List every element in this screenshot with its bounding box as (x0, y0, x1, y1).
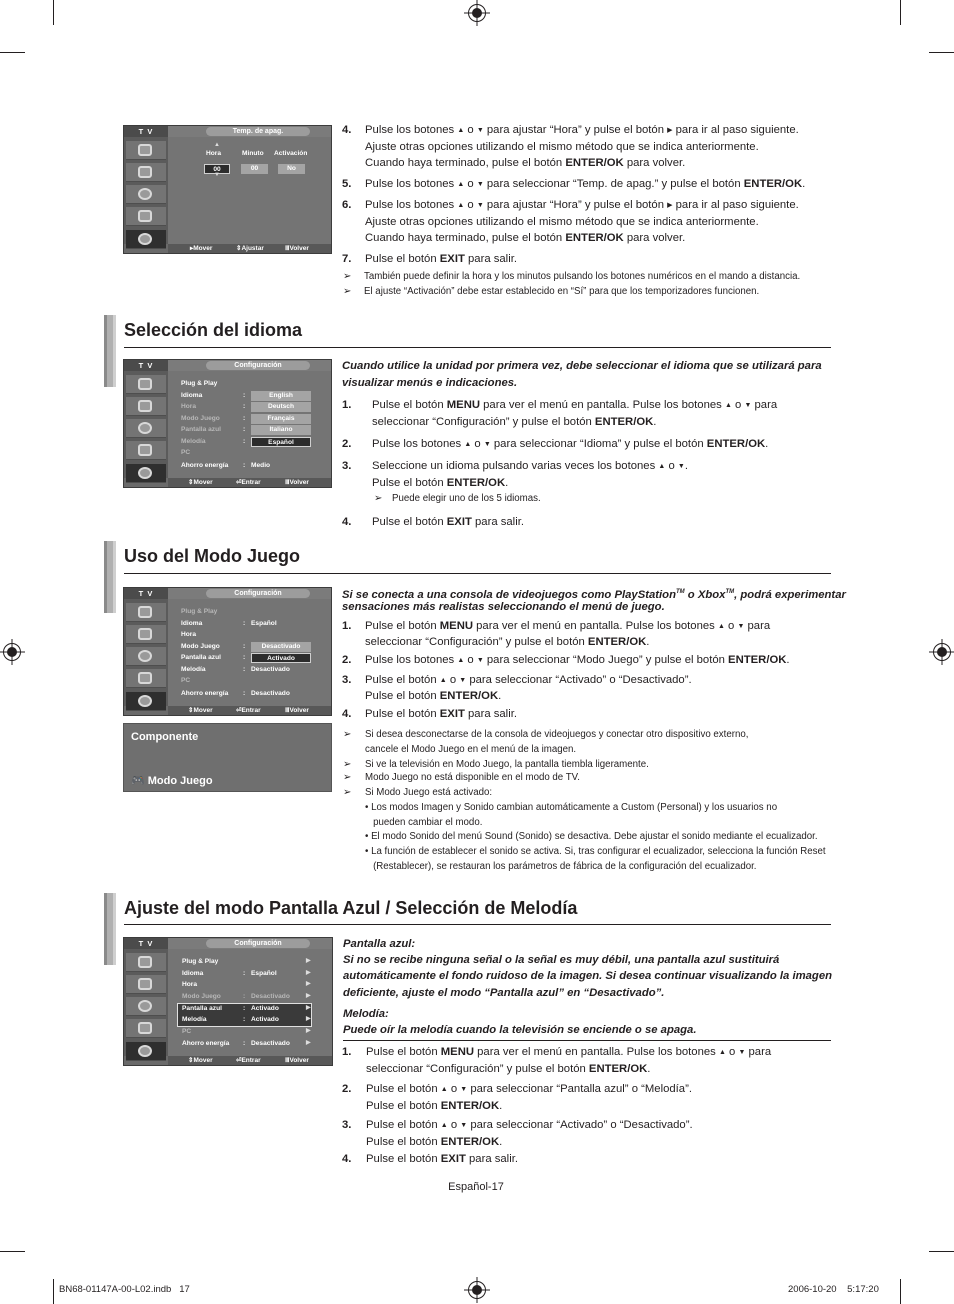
chevron-right-icon: ▶ (306, 958, 311, 964)
top-note-2: El ajuste “Activación” debe estar establecido en “Sí” para que los temporizadores funcionen. (364, 286, 760, 297)
s1-intro-2: visualizar menús e indicaciones. (342, 377, 518, 389)
step-text: Pulse el botón ENTER/OK. (366, 1135, 503, 1148)
component-panel (123, 723, 332, 792)
osd-colon: : (243, 415, 246, 422)
osd-footer-mover: ⇕Mover (188, 1057, 213, 1064)
s3-pantalla-text-1: Si no se recibe ninguna señal o la señal es muy débil, una pantalla azul sustituirá (343, 954, 780, 966)
down-arrow-icon: ▼ (459, 677, 467, 684)
note-arrow-icon: ➢ (343, 286, 352, 297)
footer-file: BN68-01147A-00-L02.indb 17 (59, 1284, 190, 1295)
page-number: Español-17 (448, 1181, 504, 1193)
step-text: Pulse el botón EXIT para salir. (365, 253, 517, 265)
step-number: 2. (342, 1083, 352, 1095)
step-text: Pulse el botón ▲ o ▼ para seleccionar “Activado” o “Desactivado”. (366, 1119, 693, 1131)
note-text: pueden cambiar el modo. (365, 817, 483, 828)
osd-footer-mover: ⇕Mover (188, 707, 213, 714)
step-number: 5. (342, 178, 352, 190)
step-number: 1. (342, 399, 352, 411)
osd-footer-mover: ▸Mover (190, 245, 213, 252)
section-title-idioma: Selección del idioma (124, 320, 303, 340)
step-text: Ajuste otras opciones utilizando el mismo método que se indica anteriormente. (365, 215, 759, 228)
setup-menu-icon (126, 1042, 166, 1061)
osd-idioma-value: Español (251, 620, 277, 627)
step-text: seleccionar “Configuración” y pulse el botón ENTER/OK. (365, 635, 650, 648)
osd-tv-label: T V (124, 938, 168, 949)
osd-colon: : (243, 993, 246, 1000)
note-text: cancele el Modo Juego en el menú de la imagen. (365, 744, 577, 755)
down-arrow-icon: ▼ (460, 1122, 468, 1129)
channel-menu-icon (126, 1019, 166, 1038)
up-arrow-icon: ▲ (717, 623, 725, 630)
note-text: (Restablecer), se restauran los parámetros de fábrica de la configuración del ecualizador. (365, 861, 757, 872)
osd-col-hora: Hora (206, 150, 222, 157)
chevron-right-icon: ▶ (306, 1005, 311, 1011)
osd-option: Desactivado (251, 642, 311, 652)
osd-hora-value: 00 (204, 164, 230, 174)
section-bar (104, 541, 116, 613)
step-text: Pulse el botón ▲ o ▼ para seleccionar “Activado” o “Desactivado”. (365, 674, 692, 686)
up-arrow-icon: ▲ (457, 202, 465, 209)
registration-mark-icon (3, 643, 21, 661)
step-text: Pulse los botones ▲ o ▼ para ajustar “Hora” y pulse el botón ▶ para ir al paso siguiente. (365, 124, 799, 136)
step-number: 3. (342, 1119, 352, 1131)
section-title-modo-juego: Uso del Modo Juego (124, 546, 301, 566)
osd-footer-entrar: ⏎Entrar (236, 1057, 261, 1064)
up-arrow-icon: ▲ (724, 402, 732, 409)
section-divider (124, 347, 831, 348)
step-number: 2. (342, 654, 352, 666)
crop-mark (53, 0, 54, 25)
osd-colon: : (243, 1016, 246, 1023)
step-text: Seleccione un idioma pulsando varias veces los botones ▲ o ▼. (372, 460, 688, 472)
osd-row: PC (181, 449, 191, 456)
osd-footer-entrar: ⏎Entrar (236, 707, 261, 714)
setup-menu-icon (126, 230, 166, 249)
osd-row: Modo Juego (182, 993, 221, 1000)
down-arrow-icon: ▼ (460, 1086, 468, 1093)
osd-colon: : (243, 438, 246, 445)
note-text: • El modo Sonido del menú Sound (Sonido) se desactiva. Debe ajustar el sonido mediante el ecualizador. (365, 831, 818, 842)
osd-lang-option: English (251, 391, 311, 401)
channel-menu-icon (126, 441, 166, 460)
osd-row: PC (181, 677, 191, 684)
osd-row: Pantalla azul (181, 426, 221, 433)
osd-row: Hora (181, 631, 197, 638)
note-arrow-icon: ➢ (343, 729, 352, 740)
down-arrow-icon: ▼ (744, 402, 752, 409)
up-arrow-icon: ▲ (457, 181, 465, 188)
osd-footer-volver: ⅢVolver (285, 707, 309, 714)
sleep-timer-osd (123, 125, 332, 254)
osd-colon: : (243, 426, 246, 433)
down-arrow-icon: ▼ (483, 441, 491, 448)
section-title-pantalla-azul: Ajuste del modo Pantalla Azul / Selección de Melodía (124, 898, 578, 918)
channel-menu-icon (126, 207, 166, 226)
tv-menu-icons (124, 599, 168, 706)
osd-footer-mover: ⇕Mover (188, 479, 213, 486)
step-number: 3. (342, 674, 352, 686)
down-arrow-icon: ▼ (737, 623, 745, 630)
osd-title: Configuración (206, 589, 310, 598)
osd-tv-label: T V (124, 588, 168, 599)
osd-colon: : (243, 392, 246, 399)
osd-lang-option: Deutsch (251, 402, 311, 412)
crop-mark (900, 0, 901, 25)
osd-row-selected: Modo Juego (181, 643, 220, 650)
osd-colon: : (243, 654, 246, 661)
osd-row: Hora (181, 403, 197, 410)
osd-footer-volver: ⅢVolver (285, 479, 309, 486)
step-text: Pulse el botón ▲ o ▼ para seleccionar “Pantalla azul” o “Melodía”. (366, 1083, 692, 1095)
right-arrow-icon: ▶ (667, 202, 673, 209)
down-arrow-icon: ▼ (476, 127, 484, 134)
osd-col-activacion: Activación (274, 150, 308, 157)
sound-menu-icon (126, 185, 166, 204)
step-text: Cuando haya terminado, pulse el botón ENTER/OK para volver. (365, 232, 686, 245)
s3-melodia-title: Melodía: (343, 1008, 389, 1020)
section-bar (104, 893, 116, 965)
tv-menu-icons (124, 949, 168, 1056)
crop-mark (900, 1279, 901, 1304)
osd-footer-entrar: ⏎Entrar (236, 479, 261, 486)
osd-pantalla-value: Activado (251, 1005, 279, 1012)
osd-melodia-value: Activado (251, 1016, 279, 1023)
osd-colon: : (243, 643, 246, 650)
up-arrow-icon: ▲ (439, 677, 447, 684)
section-bar (104, 315, 116, 387)
note-text: • La función de establecer el sonido se activa. Si, tras configurar el ecualizador, selecciona la función Reset (365, 846, 826, 857)
step-number: 4. (342, 1153, 352, 1165)
chevron-right-icon: ▶ (306, 1016, 311, 1022)
step-number: 4. (342, 124, 352, 136)
up-arrow-icon: ▲ (440, 1122, 448, 1129)
picture-menu-icon (126, 163, 166, 182)
chevron-right-icon: ▶ (306, 1040, 311, 1046)
note-arrow-icon: ➢ (343, 271, 352, 282)
down-arrow-icon: ▼ (476, 202, 484, 209)
s3-pantalla-text-2: automáticamente el fondo ruidoso de la imagen. Si desea continuar visualizando la imagen (343, 970, 833, 982)
section-divider (124, 924, 831, 925)
s3-pantalla-title: Pantalla azul: (343, 938, 416, 950)
osd-title: Temp. de apag. (206, 127, 310, 136)
step-number: 4. (342, 708, 352, 720)
osd-ahorro-value: Medio (251, 462, 271, 469)
osd-melodia-value: Desactivado (251, 666, 290, 673)
step-text: Pulse el botón EXIT para salir. (366, 1153, 518, 1165)
osd-colon: : (243, 620, 246, 627)
osd-row: Idioma (181, 620, 203, 627)
s2-intro-1: Si se conecta a una consola de videojuegos como PlayStation™ o Xbox™, podrá experimentar (342, 588, 846, 601)
step-number: 1. (342, 1046, 352, 1058)
down-arrow-icon: ▼ (738, 1049, 746, 1056)
crop-mark (929, 1251, 954, 1252)
up-arrow-icon: ▲ (658, 463, 666, 470)
crop-mark (0, 52, 25, 53)
osd-row: Hora (182, 981, 198, 988)
step-text: Pulse el botón MENU para ver el menú en pantalla. Pulse los botones ▲ o ▼ para (372, 399, 778, 411)
osd-minuto-value: 00 (241, 164, 268, 174)
step-number: 7. (342, 253, 352, 265)
osd-footer-volver: ⅢVolver (285, 245, 309, 252)
osd-row: Ahorro energía (182, 1040, 230, 1047)
step-number: 3. (342, 460, 352, 472)
note-arrow-icon: ➢ (343, 759, 352, 770)
picture-menu-icon (126, 625, 166, 644)
down-arrow-icon: ▼ (677, 463, 685, 470)
right-arrow-icon: ▶ (667, 127, 673, 134)
input-menu-icon (126, 603, 166, 622)
osd-row: Ahorro energía (181, 690, 229, 697)
s3-pantalla-text-3: deficiente, ajuste el modo “Pantalla azul” en “Desactivado”. (343, 987, 665, 999)
note-text: Modo Juego no está disponible en el modo de TV. (365, 772, 580, 783)
up-arrow-icon: ▲ (214, 142, 220, 148)
osd-title: Configuración (206, 939, 310, 948)
picture-menu-icon (126, 397, 166, 416)
osd-footer-volver: ⅢVolver (285, 1057, 309, 1064)
osd-colon: : (243, 1040, 246, 1047)
note-arrow-icon: ➢ (374, 493, 383, 504)
step-text: Pulse el botón EXIT para salir. (365, 708, 517, 720)
chevron-right-icon: ▶ (306, 981, 311, 987)
osd-ahorro-value: Desactivado (251, 1040, 290, 1047)
osd-lang-option: Italiano (251, 425, 311, 435)
chevron-right-icon: ▶ (306, 970, 311, 976)
sound-menu-icon (126, 997, 166, 1016)
footer-date: 2006-10-20 5:17:20 (788, 1284, 879, 1295)
osd-row: Plug & Play (182, 958, 219, 965)
registration-mark-icon (933, 643, 951, 661)
input-menu-icon (126, 141, 166, 160)
osd-tv-label: T V (124, 126, 168, 137)
osd-colon: : (243, 666, 246, 673)
down-arrow-icon: ▼ (476, 657, 484, 664)
up-arrow-icon: ▲ (464, 441, 472, 448)
up-arrow-icon: ▲ (457, 127, 465, 134)
registration-mark-icon (468, 4, 486, 22)
sound-menu-icon (126, 419, 166, 438)
osd-row: Modo Juego (181, 415, 220, 422)
step-text: Pulse los botones ▲ o ▼ para seleccionar “Temp. de apag.” y pulse el botón ENTER/OK. (365, 178, 806, 190)
picture-menu-icon (126, 975, 166, 994)
step-text: Ajuste otras opciones utilizando el mismo método que se indica anteriormente. (365, 140, 759, 153)
osd-title: Configuración (206, 361, 310, 370)
osd-colon: : (243, 690, 246, 697)
up-arrow-icon: ▲ (457, 657, 465, 664)
crop-mark (0, 1251, 25, 1252)
step-text: Pulse el botón MENU para ver el menú en pantalla. Pulse los botones ▲ o ▼ para (366, 1046, 772, 1058)
crop-mark (929, 52, 954, 53)
note-text: Si Modo Juego está activado: (365, 787, 493, 798)
osd-row: Plug & Play (181, 608, 218, 615)
sound-menu-icon (126, 647, 166, 666)
osd-row: Ahorro energía (181, 462, 229, 469)
note-text: • Los modos Imagen y Sonido cambian automáticamente a Custom (Personal) y los usuarios no (365, 802, 778, 813)
osd-lang-option: Français (251, 414, 311, 424)
step-text: seleccionar “Configuración” y pulse el botón ENTER/OK. (366, 1062, 651, 1075)
s1-intro-1: Cuando utilice la unidad por primera vez, debe seleccionar el idioma que se utilizará para (342, 360, 822, 372)
osd-footer-ajustar: ⇕Ajustar (236, 245, 264, 252)
crop-mark (53, 1279, 54, 1304)
osd-row-selected: Idioma (181, 392, 203, 399)
step-number: 2. (342, 438, 352, 450)
osd-row: Pantalla azul (181, 654, 221, 661)
section-divider (124, 573, 831, 574)
down-arrow-icon: ▼ (214, 172, 220, 178)
note-text: Si ve la televisión en Modo Juego, la pantalla tiembla ligeramente. (365, 759, 649, 770)
osd-row: Melodía (181, 438, 206, 445)
step-text: Pulse el botón ENTER/OK. (366, 1099, 503, 1112)
osd-lang-selected: Español (251, 437, 311, 447)
down-arrow-icon: ▼ (476, 181, 484, 188)
tv-menu-icons (124, 137, 168, 244)
step-text: seleccionar “Configuración” y pulse el botón ENTER/OK. (372, 416, 657, 428)
step-text: Pulse el botón ENTER/OK. (365, 689, 502, 702)
osd-row: Melodía (181, 666, 206, 673)
channel-menu-icon (126, 669, 166, 688)
s3-melodia-text: Puede oír la melodía cuando la televisión se enciende o se apaga. (343, 1024, 697, 1036)
step-number: 1. (342, 620, 352, 632)
input-menu-icon (126, 953, 166, 972)
osd-tv-label: T V (124, 360, 168, 371)
input-menu-icon (126, 375, 166, 394)
s2-intro-2: sensaciones más realistas seleccionando el menú de juego. (342, 601, 665, 613)
step-text: Pulse los botones ▲ o ▼ para seleccionar “Idioma” y pulse el botón ENTER/OK. (372, 438, 769, 450)
step-number: 6. (342, 199, 352, 211)
osd-row-selected: Pantalla azul (182, 1005, 222, 1012)
registration-mark-icon (468, 1281, 486, 1299)
step-text: Pulse el botón ENTER/OK. (372, 477, 509, 489)
setup-menu-icon (126, 464, 166, 483)
osd-row: Idioma (182, 970, 204, 977)
step-text: Pulse los botones ▲ o ▼ para ajustar “Hora” y pulse el botón ▶ para ir al paso siguiente. (365, 199, 799, 211)
osd-option-selected: Activado (251, 653, 311, 663)
blue-screen-osd (123, 937, 333, 1066)
chevron-right-icon: ▶ (306, 993, 311, 999)
osd-activacion-value: No (278, 164, 305, 174)
top-note-1: También puede definir la hora y los minutos pulsando los botones numéricos en el mando a distancia. (364, 271, 801, 282)
component-title: Componente (131, 731, 199, 743)
step-text: Pulse el botón EXIT para salir. (372, 516, 524, 528)
step-text: Pulse los botones ▲ o ▼ para seleccionar “Modo Juego” y pulse el botón ENTER/OK. (365, 654, 790, 666)
game-mode-osd (123, 587, 332, 716)
step-number: 4. (342, 516, 352, 528)
osd-row-selected: Melodía (182, 1016, 207, 1023)
osd-colon: : (243, 403, 246, 410)
note-arrow-icon: ➢ (343, 787, 352, 798)
osd-modo-value: Desactivado (251, 993, 290, 1000)
osd-row: PC (182, 1028, 192, 1035)
language-osd (123, 359, 332, 488)
osd-col-minuto: Minuto (242, 150, 264, 157)
up-arrow-icon: ▲ (440, 1086, 448, 1093)
tv-menu-icons (124, 371, 168, 478)
step-text: Cuando haya terminado, pulse el botón ENTER/OK para volver. (365, 157, 686, 170)
osd-row: Plug & Play (181, 380, 218, 387)
up-arrow-icon: ▲ (718, 1049, 726, 1056)
osd-ahorro-value: Desactivado (251, 690, 290, 697)
osd-idioma-value: Español (251, 970, 277, 977)
chevron-right-icon: ▶ (306, 1028, 311, 1034)
osd-colon: : (243, 462, 246, 469)
component-mode: 🎮 Modo Juego (131, 775, 213, 787)
s3-divider (343, 1040, 831, 1041)
setup-menu-icon (126, 692, 166, 711)
osd-colon: : (243, 970, 246, 977)
note-arrow-icon: ➢ (343, 772, 352, 783)
gamepad-icon: 🎮 (131, 775, 145, 787)
note-text: Si desea desconectarse de la consola de videojuegos y conectar otro dispositivo externo, (365, 729, 749, 740)
step-text: Pulse el botón MENU para ver el menú en pantalla. Pulse los botones ▲ o ▼ para (365, 620, 771, 632)
s1-subnote: Puede elegir uno de los 5 idiomas. (392, 493, 541, 504)
osd-colon: : (243, 1005, 246, 1012)
